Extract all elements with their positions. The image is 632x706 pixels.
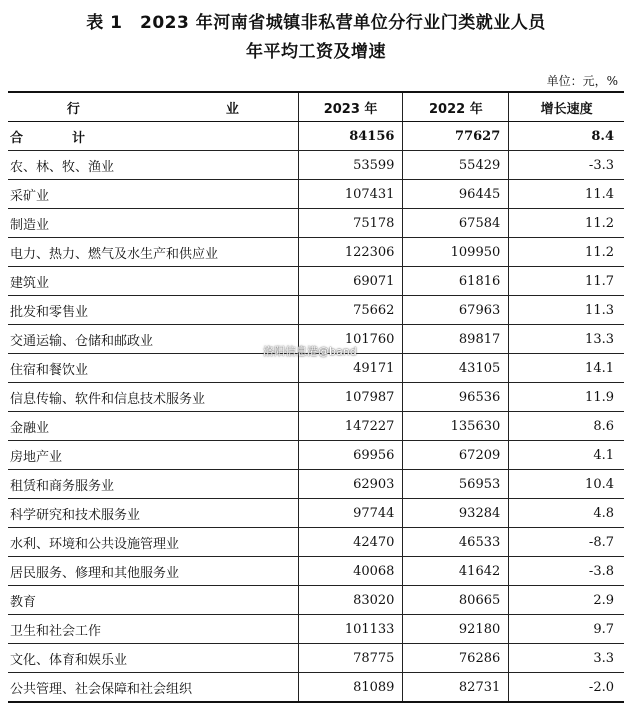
- table-row: [8, 441, 624, 470]
- cell-growth: -3.3: [509, 151, 624, 180]
- cell-industry: 房地产业: [8, 441, 298, 470]
- cell-2023: 62903: [298, 470, 403, 499]
- cell-2023: 83020: [298, 586, 403, 615]
- cell-industry: 批发和零售业: [8, 296, 298, 325]
- cell-2023: 78775: [298, 644, 403, 673]
- header-growth: 增长速度: [509, 92, 624, 122]
- cell-growth: -2.0: [509, 673, 624, 703]
- wage-table: [8, 91, 624, 703]
- cell-industry: 水利、环境和公共设施管理业: [8, 528, 298, 557]
- cell-industry: 采矿业: [8, 180, 298, 209]
- cell-2022: 135630: [403, 412, 509, 441]
- cell-growth: -8.7: [509, 528, 624, 557]
- table-row: [8, 673, 624, 703]
- table-row: [8, 296, 624, 325]
- table-title-line1: 表 1 2023 年河南省城镇非私营单位分行业门类就业人员: [86, 13, 546, 33]
- cell-industry: 教育: [8, 586, 298, 615]
- cell-industry: 居民服务、修理和其他服务业: [8, 557, 298, 586]
- cell-growth: 3.3: [509, 644, 624, 673]
- table-row: [8, 499, 624, 528]
- cell-industry: 文化、体育和娱乐业: [8, 644, 298, 673]
- cell-industry: 卫生和社会工作: [8, 615, 298, 644]
- cell-2023: 107431: [298, 180, 403, 209]
- cell-2023: 53599: [298, 151, 403, 180]
- cell-industry: 住宿和餐饮业: [8, 354, 298, 383]
- cell-2023: 75178: [298, 209, 403, 238]
- cell-growth: 11.4: [509, 180, 624, 209]
- cell-2022: 46533: [403, 528, 509, 557]
- header-row: [8, 92, 624, 122]
- cell-industry: 租赁和商务服务业: [8, 470, 298, 499]
- table-row: [8, 180, 624, 209]
- cell-2022: 61816: [403, 267, 509, 296]
- total-row: [8, 122, 624, 151]
- header-2023: 2023 年: [298, 92, 403, 122]
- cell-industry: 信息传输、软件和信息技术服务业: [8, 383, 298, 412]
- table-row: [8, 528, 624, 557]
- table-row: [8, 644, 624, 673]
- cell-2023: 69071: [298, 267, 403, 296]
- cell-2023: 81089: [298, 673, 403, 703]
- cell-growth: 11.7: [509, 267, 624, 296]
- table-row: [8, 151, 624, 180]
- cell-2022: 92180: [403, 615, 509, 644]
- table-row: [8, 470, 624, 499]
- cell-2023: 69956: [298, 441, 403, 470]
- cell-2022: 67209: [403, 441, 509, 470]
- cell-growth: 8.6: [509, 412, 624, 441]
- cell-2023: 107987: [298, 383, 403, 412]
- cell-2023: 49171: [298, 354, 403, 383]
- cell-industry: 电力、热力、燃气及水生产和供应业: [8, 238, 298, 267]
- cell-industry: 交通运输、仓储和邮政业: [8, 325, 298, 354]
- cell-2022: 109950: [403, 238, 509, 267]
- table-row: [8, 209, 624, 238]
- table-row: [8, 238, 624, 267]
- cell-growth: 11.2: [509, 209, 624, 238]
- table-row: [8, 586, 624, 615]
- cell-growth: 4.1: [509, 441, 624, 470]
- table-title-line2: 年平均工资及增速: [246, 42, 386, 62]
- cell-growth: 11.2: [509, 238, 624, 267]
- cell-growth: 14.1: [509, 354, 624, 383]
- cell-2023: 40068: [298, 557, 403, 586]
- cell-growth: 11.9: [509, 383, 624, 412]
- cell-2022: 67584: [403, 209, 509, 238]
- cell-growth: 4.8: [509, 499, 624, 528]
- cell-industry: 建筑业: [8, 267, 298, 296]
- cell-growth: 2.9: [509, 586, 624, 615]
- cell-2023: 147227: [298, 412, 403, 441]
- cell-industry: 制造业: [8, 209, 298, 238]
- cell-2023: 122306: [298, 238, 403, 267]
- cell-2022: 56953: [403, 470, 509, 499]
- cell-2022: 80665: [403, 586, 509, 615]
- header-2022: 2022 年: [403, 92, 509, 122]
- cell-growth: 8.4: [509, 122, 624, 151]
- table-row: [8, 267, 624, 296]
- cell-2022: 77627: [403, 122, 509, 151]
- cell-growth: 9.7: [509, 615, 624, 644]
- unit-label: 单位：元，%: [546, 74, 618, 88]
- cell-growth: 10.4: [509, 470, 624, 499]
- cell-2022: 89817: [403, 325, 509, 354]
- cell-2022: 67963: [403, 296, 509, 325]
- cell-industry: 金融业: [8, 412, 298, 441]
- cell-industry: 合 计: [8, 122, 298, 151]
- cell-2022: 96536: [403, 383, 509, 412]
- cell-industry: 科学研究和技术服务业: [8, 499, 298, 528]
- cell-2023: 97744: [298, 499, 403, 528]
- table-row: [8, 615, 624, 644]
- cell-industry: 农、林、牧、渔业: [8, 151, 298, 180]
- cell-2022: 55429: [403, 151, 509, 180]
- cell-2023: 75662: [298, 296, 403, 325]
- cell-2023: 84156: [298, 122, 403, 151]
- cell-2022: 96445: [403, 180, 509, 209]
- cell-growth: 11.3: [509, 296, 624, 325]
- header-industry: 行 业: [8, 92, 298, 122]
- cell-2023: 101133: [298, 615, 403, 644]
- cell-2022: 82731: [403, 673, 509, 703]
- table-row: [8, 412, 624, 441]
- table-body: [8, 122, 624, 703]
- table-row: [8, 383, 624, 412]
- cell-2022: 76286: [403, 644, 509, 673]
- table-row: [8, 557, 624, 586]
- cell-2023: 42470: [298, 528, 403, 557]
- cell-industry: 公共管理、社会保障和社会组织: [8, 673, 298, 703]
- cell-2022: 43105: [403, 354, 509, 383]
- cell-growth: -3.8: [509, 557, 624, 586]
- cell-2022: 41642: [403, 557, 509, 586]
- cell-growth: 13.3: [509, 325, 624, 354]
- cell-2023: 101760: [298, 325, 403, 354]
- cell-2022: 93284: [403, 499, 509, 528]
- watermark: 洛阳信息港@band: [263, 345, 357, 358]
